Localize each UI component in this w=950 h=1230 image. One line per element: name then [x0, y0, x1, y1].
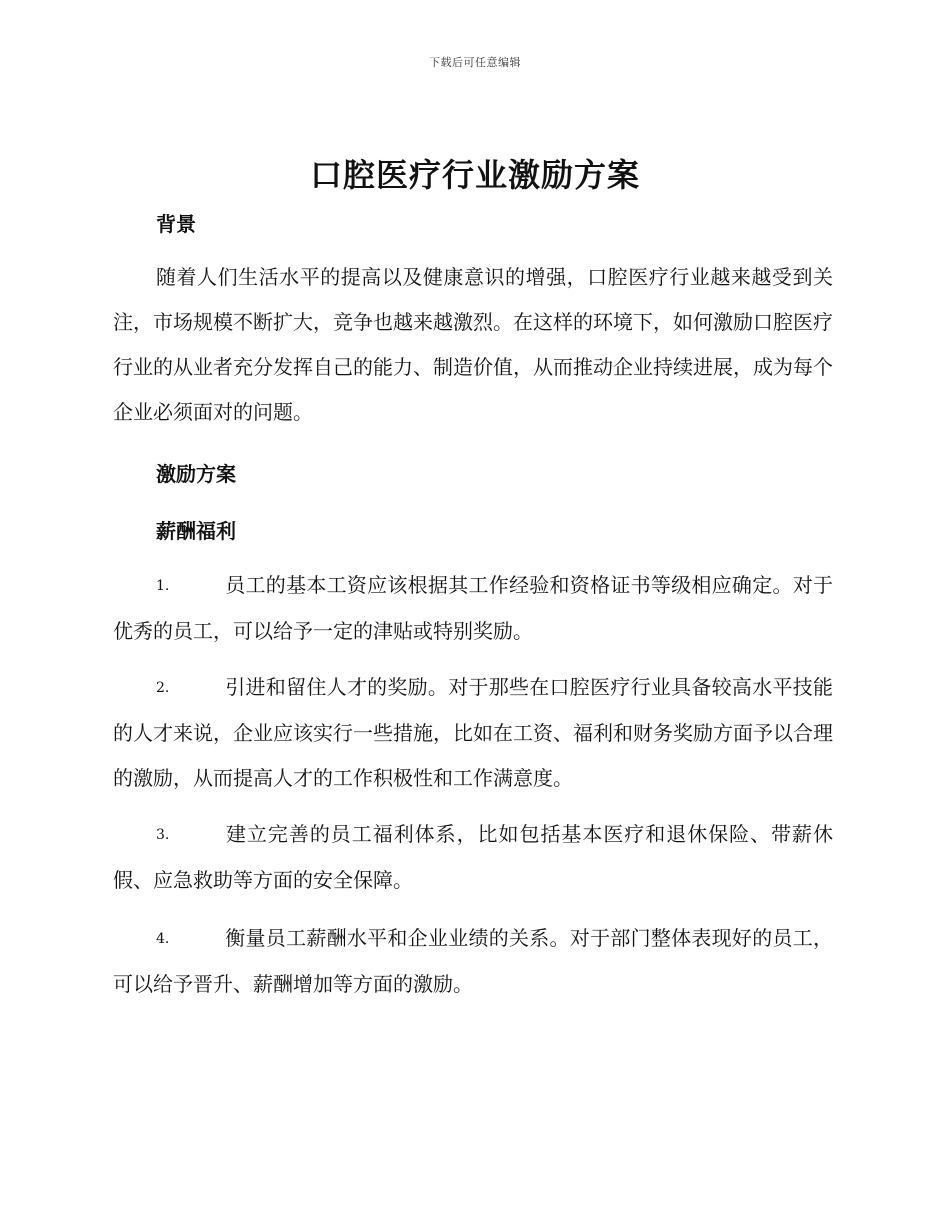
list-item-3 [113, 812, 833, 903]
list-item-1 [113, 563, 833, 654]
list-item-text: 引进和留住人才的奖励。对于那些在口腔医疗行业具备较高水平技能的人才来说，企业应该实行一些措施，比如在工资、福利和财务奖励方面予以合理的激励，从而提高人才的工作积极性和工作满意度。 [113, 675, 833, 790]
list-item-text: 衡量员工薪酬水平和企业业绩的关系。对于部门整体表现好的员工，可以给予晋升、薪酬增加等方面的激励。 [113, 926, 833, 996]
background-paragraph: 随着人们生活水平的提高以及健康意识的增强，口腔医疗行业越来越受到关注，市场规模不断扩大，竞争也越来越激烈。在这样的环境下，如何激励口腔医疗行业的从业者充分发挥自己的能力、制造价值，从而推动企业持续进展，成为每个企业必须面对的问题。 [113, 265, 833, 424]
list-number: 1. [156, 578, 170, 594]
list-item-text: 员工的基本工资应该根据其工作经验和资格证书等级相应确定。对于优秀的员工，可以给予一定的津贴或特别奖励。 [113, 573, 833, 643]
compensation-heading: 薪酬福利 [156, 519, 236, 543]
list-item-4 [113, 916, 833, 1007]
list-number: 3. [156, 827, 170, 843]
list-item-2 [113, 665, 833, 801]
running-header: 下载后可任意编辑 [429, 56, 521, 69]
document-title: 口腔医疗行业激励方案 [309, 156, 640, 194]
list-number: 2. [156, 680, 170, 696]
list-item-text: 建立完善的员工福利体系，比如包括基本医疗和退休保险、带薪休假、应急救助等方面的安全保障。 [113, 822, 833, 892]
list-number: 4. [156, 931, 170, 947]
background-heading: 背景 [156, 212, 196, 236]
plan-heading: 激励方案 [156, 462, 236, 486]
